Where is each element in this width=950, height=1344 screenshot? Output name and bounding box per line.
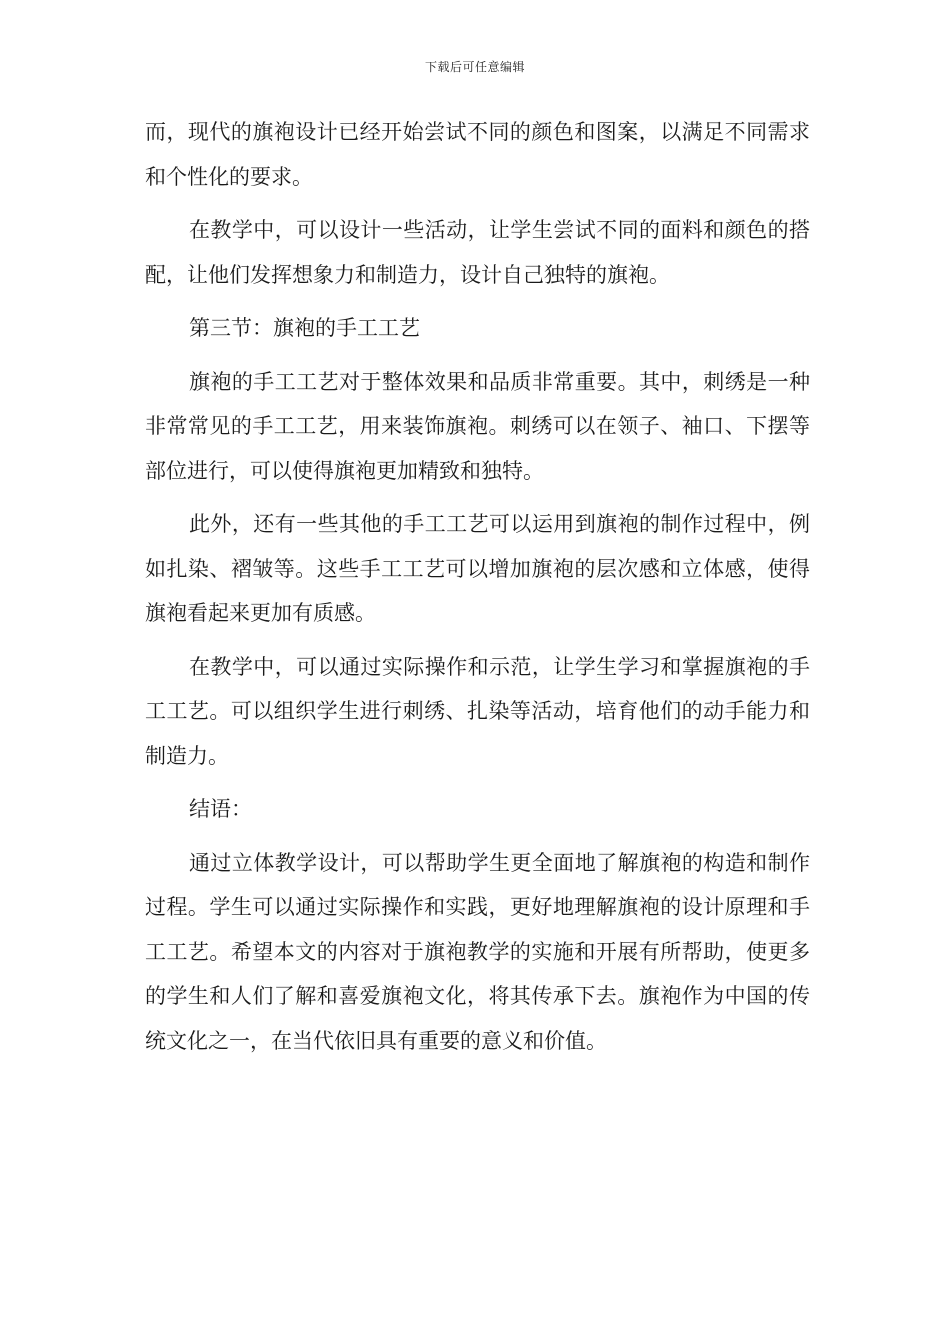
paragraph-teaching-activity: 在教学中，可以设计一些活动，让学生尝试不同的面料和颜色的搭配，让他们发挥想象力和制造力，设计自己独特的旗袍。 xyxy=(145,218,810,287)
paragraph-continuation: 而，现代的旗袍设计已经开始尝试不同的颜色和图案，以满足不同需求和个性化的要求。 xyxy=(145,120,810,189)
document-body xyxy=(145,110,810,1072)
conclusion-heading: 结语： xyxy=(189,797,252,821)
page-header: 下载后可任意编辑 xyxy=(424,60,525,74)
section-heading: 第三节：旗袍的手工工艺 xyxy=(189,316,420,340)
paragraph-handcraft: 旗袍的手工工艺对于整体效果和品质非常重要。其中，刺绣是一种非常常见的手工工艺，用来装饰旗袍。刺绣可以在领子、袖口、下摆等部位进行，可以使得旗袍更加精致和独特。 xyxy=(145,369,810,483)
paragraph-other-crafts: 此外，还有一些其他的手工工艺可以运用到旗袍的制作过程中，例如扎染、褶皱等。这些手工工艺可以增加旗袍的层次感和立体感，使得旗袍看起来更加有质感。 xyxy=(145,512,810,625)
paragraph-teaching-practice: 在教学中，可以通过实际操作和示范，让学生学习和掌握旗袍的手工工艺。可以组织学生进行刺绣、扎染等活动，培育他们的动手能力和制造力。 xyxy=(145,654,810,768)
paragraph-conclusion: 通过立体教学设计，可以帮助学生更全面地了解旗袍的构造和制作过程。学生可以通过实际操作和实践，更好地理解旗袍的设计原理和手工工艺。希望本文的内容对于旗袍教学的实施和开展有所帮助，使更多的学生和人们了解和喜爱旗袍文化，将其传承下去。旗袍作为中国的传统文化之一，在当代依旧具有重要的意义和价值。 xyxy=(145,850,810,1053)
